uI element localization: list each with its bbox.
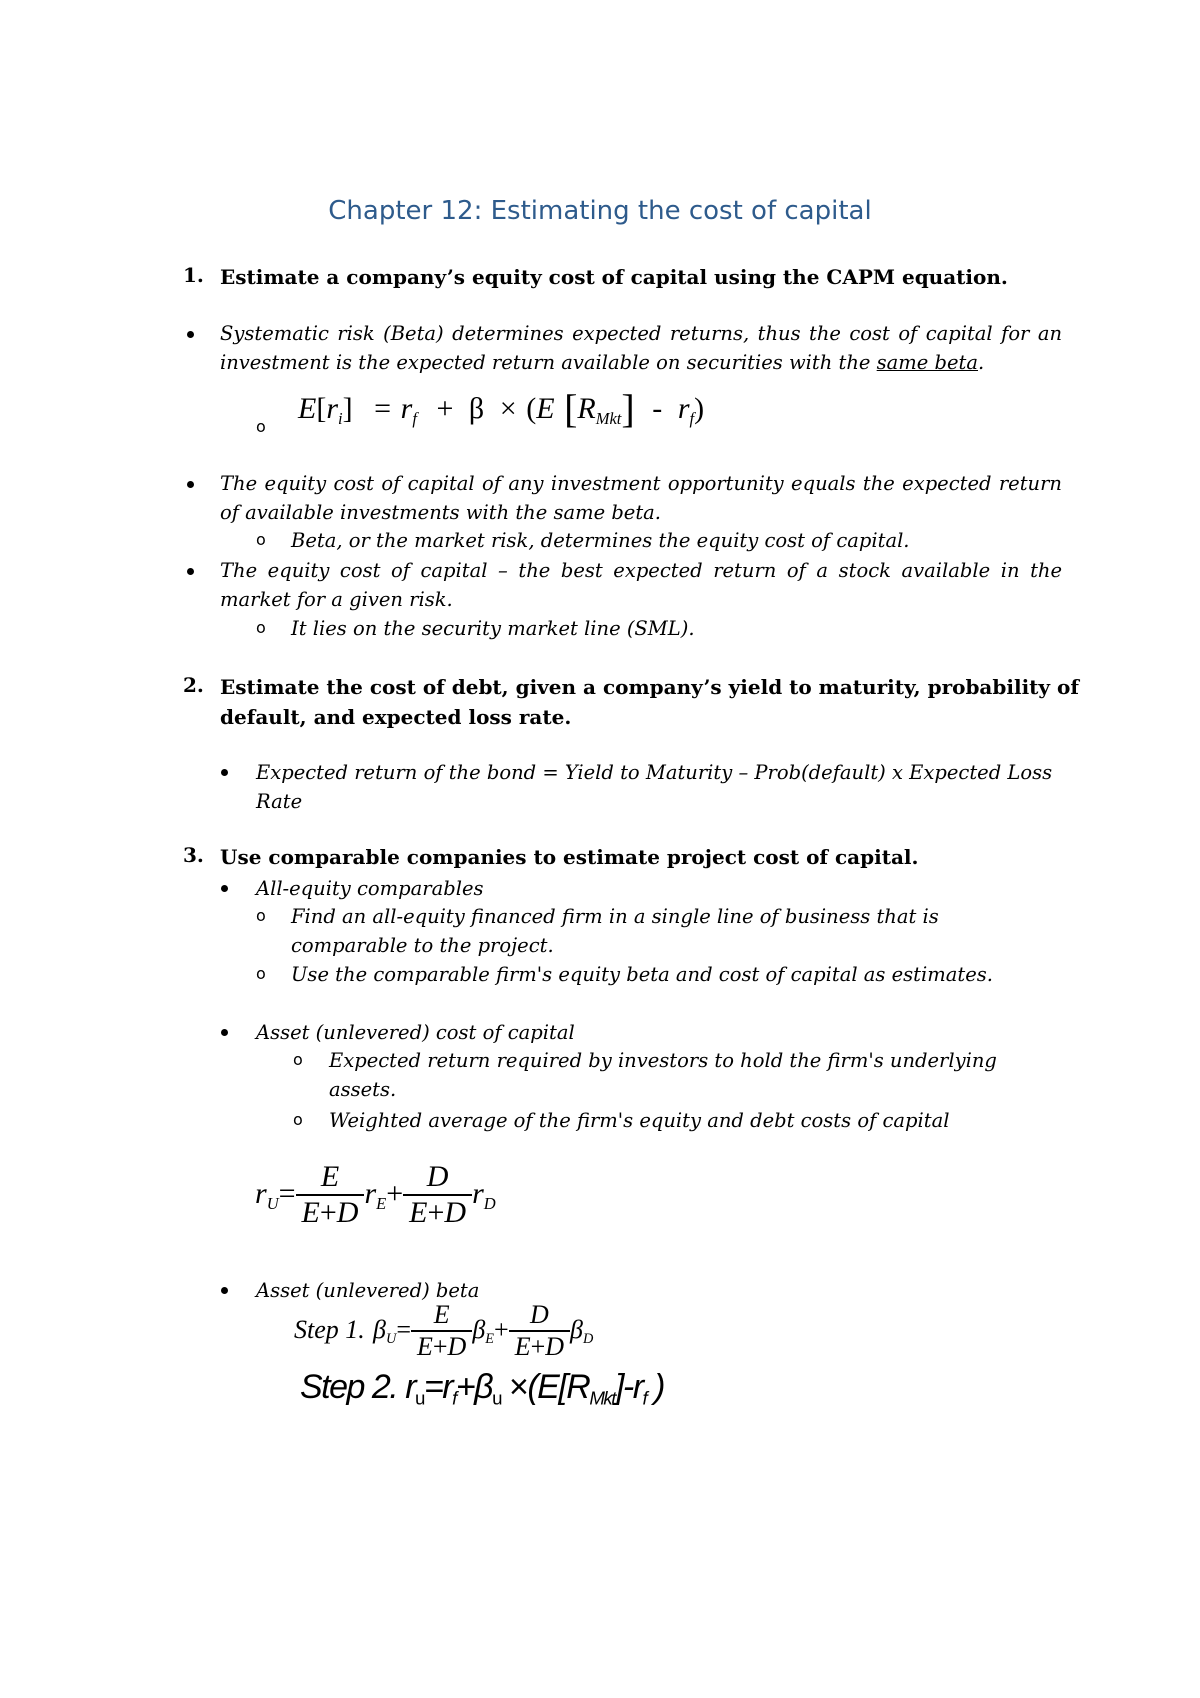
sub-bullet-circle: o: [256, 530, 266, 549]
page-title: Chapter 12: Estimating the cost of capital: [328, 196, 872, 226]
section-2-number: 2.: [183, 673, 204, 697]
section-3-bullet-1-sub-1: Find an all-equity financed firm in a single line of business that is comparable to the project.: [291, 905, 939, 957]
bullet-dot: [221, 885, 228, 892]
bullet-dot: [187, 568, 194, 575]
sub-bullet-circle: o: [256, 964, 266, 983]
section-1-bullet-3-sub: It lies on the security market line (SML).: [291, 617, 695, 640]
section-1-bullet-2-sub: Beta, or the market risk, determines the equity cost of capital.: [291, 529, 910, 552]
step-1-label: Step 1.: [294, 1315, 365, 1344]
section-3-bullet-1-sub-2: Use the comparable firm's equity beta and cost of capital as estimates.: [291, 963, 993, 986]
bullet-dot: [187, 331, 194, 338]
section-3-bullet-2: Asset (unlevered) cost of capital: [256, 1021, 575, 1044]
section-3-bullet-2-sub-1: Expected return required by investors to hold the firm's underlying assets.: [329, 1049, 997, 1101]
bullet-dot: [221, 1287, 228, 1294]
section-3-bullet-2-sub-2: Weighted average of the firm's equity and debt costs of capital: [329, 1109, 950, 1132]
section-1-heading: Estimate a company’s equity cost of capital using the CAPM equation.: [220, 265, 1008, 289]
section-1-bullet-1: [220, 319, 1062, 377]
section-3-bullet-3: Asset (unlevered) beta: [256, 1279, 480, 1302]
sub-bullet-circle: o: [256, 417, 266, 436]
bullet-dot: [221, 769, 228, 776]
bullet-end: .: [978, 351, 985, 374]
section-1-bullet-3: The equity cost of capital – the best expected return of a stock available in the market for a given risk.: [220, 559, 1062, 611]
section-1-bullet-2: The equity cost of capital of any investment opportunity equals the expected return of available investments with the same beta.: [220, 472, 1062, 524]
bullet-dot: [221, 1029, 228, 1036]
sub-bullet-circle: o: [256, 618, 266, 637]
section-3-heading: Use comparable companies to estimate project cost of capital.: [220, 845, 919, 869]
sub-bullet-circle: o: [293, 1050, 303, 1069]
bullet-dot: [187, 481, 194, 488]
step-2-formula: Step 2. $r_u=r_f+\beta_u \times(E[R_{Mkt}]-r_f$ ): [300, 1368, 665, 1409]
sub-bullet-circle: o: [293, 1110, 303, 1129]
sub-bullet-circle: o: [256, 906, 266, 925]
step-2-label: Step 2.: [300, 1368, 398, 1406]
section-3-number: 3.: [183, 843, 204, 867]
step-1-formula: Step 1. $\beta_U=$ $\frac{E}{E+D}$ $\beta_E+$ $\frac{D}{E+D}$ $\beta_D$: [294, 1300, 594, 1361]
capm-equation: $E[r_i] = r_f + \beta \times (E$ $[R_{Mkt}] - r_f$): [298, 386, 705, 431]
bullet-text: Systematic risk (Beta) determines expected returns, thus the cost of capital for an investment is the expected return available on securities with the: [220, 322, 1062, 374]
underlined-text: same beta: [876, 351, 979, 374]
section-2-heading: Estimate the cost of debt, given a company’s yield to maturity, probability of default, and expected loss rate.: [220, 675, 1079, 729]
section-3-bullet-1: All-equity comparables: [256, 877, 484, 900]
unlevered-cost-formula: $r_U=$ $\frac{E}{E+D}$ $r_E+$ $\frac{D}{E+D}$ $r_D$: [255, 1160, 496, 1229]
section-1-number: 1.: [183, 263, 204, 287]
section-2-bullet-1: Expected return of the bond = Yield to Maturity – Prob(default) x Expected Loss Rate: [256, 761, 1053, 813]
